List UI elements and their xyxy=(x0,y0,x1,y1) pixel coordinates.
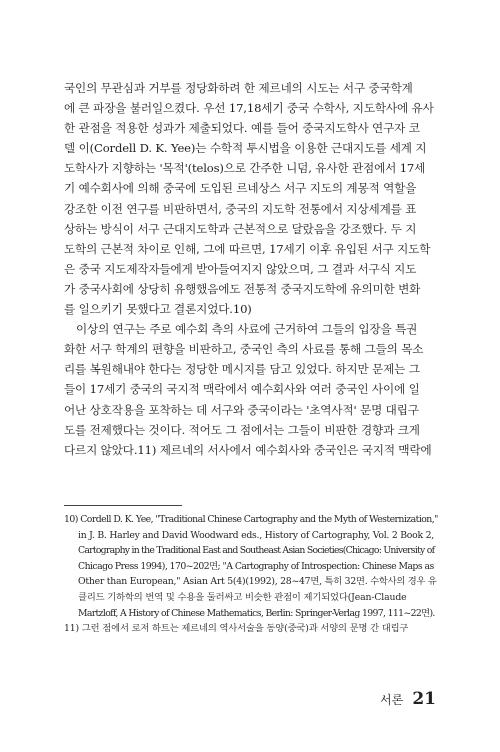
running-section-label: 서론 xyxy=(380,693,404,707)
body-line: 를 일으키기 못했다고 결론지었다.10) xyxy=(64,302,252,317)
body-line: 들이 17세기 중국의 국지적 맥락에서 예수회사와 여러 중국인 사이에 일 xyxy=(64,382,420,397)
footnote-divider xyxy=(64,505,182,506)
footnote-line: 10) Cordell D. K. Yee, "Traditional Chinese Cartography and the Myth of Westernization," xyxy=(64,514,438,525)
body-line: 기 예수회사에 의해 중국에 도입된 르네상스 서구 지도의 계몽적 역할을 xyxy=(64,181,417,196)
body-line: 에 큰 파장을 불러일으켰다. 우선 17,18세기 중국 수학사, 지도학사에 유사 xyxy=(64,101,434,116)
footnote-line: 클리드 기하학의 번역 및 수용을 둘러싸고 비슷한 관점이 제기되었다(Jean-Claude xyxy=(78,591,407,603)
body-line: 도학사가 지향하는 '목적'(telos)으로 간주한 니덤, 유사한 관점에서 17세 xyxy=(64,161,426,176)
body-line: 은 중국 지도제작자들에게 받아들여지지 않았으며, 그 결과 서구식 지도 xyxy=(64,261,417,276)
body-line: 강조한 이전 연구를 비판하면서, 중국의 지도학 전통에서 지상세계를 표 xyxy=(64,201,417,216)
body-text xyxy=(64,78,436,460)
footnote-line: Chicago Press 1994), 170~202면; "A Cartography of Introspection: Chinese Maps as xyxy=(78,560,434,572)
body-line: 국인의 무관심과 거부를 정당화하려 한 제르네의 시도는 서구 중국학계 xyxy=(64,81,413,95)
page-number: 21 xyxy=(412,689,436,709)
footnote-line: Other than European," Asian Art 5(4)(1992), 28~47면, 특히 32면. 수학사의 경우 유 xyxy=(78,576,437,588)
footnote-line: Cartography in the Traditional East and Southeast Asian Societies(Chicago: University of xyxy=(78,545,435,557)
body-line: 델 이(Cordell D. K. Yee)는 수학적 투시법을 이용한 근대지도를 세계 지 xyxy=(64,141,427,156)
footnote-line: in J. B. Harley and David Woodward eds., History of Cartography, Vol. 2 Book 2, xyxy=(78,529,434,541)
body-line: 도학의 근본적 차이로 인해, 그에 따르면, 17세기 이후 유입된 서구 지도학 xyxy=(64,241,431,256)
footnote-line: Martzloff, A History of Chinese Mathematics, Berlin: Springer-Verlag 1997, 111~22면). xyxy=(78,607,435,619)
paragraph-start-line: 이상의 연구는 주로 예수회 측의 사료에 근거하여 그들의 입장을 특권 xyxy=(76,322,418,337)
footnotes xyxy=(64,512,440,637)
body-line: 어난 상호작용을 포착하는 데 서구와 중국이라는 '초역사적' 문명 대립구 xyxy=(64,402,419,417)
body-line: 리를 복원해내야 한다는 정당한 메시지를 담고 있었다. 하지만 문제는 그 xyxy=(64,362,420,377)
body-line: 가 중국사회에 상당히 유행했음에도 전통적 중국지도학에 유의미한 변화 xyxy=(64,281,421,296)
body-line: 화한 서구 학계의 편향을 비판하고, 중국인 측의 사료를 통해 그들의 목소 xyxy=(64,342,424,357)
body-line: 도를 전제했다는 것이다. 적어도 그 점에서는 그들이 비판한 경향과 크게 xyxy=(64,422,420,437)
body-line: 상하는 방식이 서구 근대지도학과 근본적으로 달랐음을 강조했다. 두 지 xyxy=(64,221,417,236)
body-line: 다르지 않았다.11) 제르네의 서사에서 예수회사와 중국인은 국지적 맥락에 xyxy=(64,442,432,457)
footnote-line: 11) 그런 점에서 로저 하트는 제르네의 역사서술을 동양(중국)과 서양의 문명 간 대립구 xyxy=(64,623,409,635)
body-line: 한 관점을 적용한 성과가 제출되었다. 예를 들어 중국지도학사 연구자 코 xyxy=(64,121,420,136)
page-folio xyxy=(380,689,436,709)
